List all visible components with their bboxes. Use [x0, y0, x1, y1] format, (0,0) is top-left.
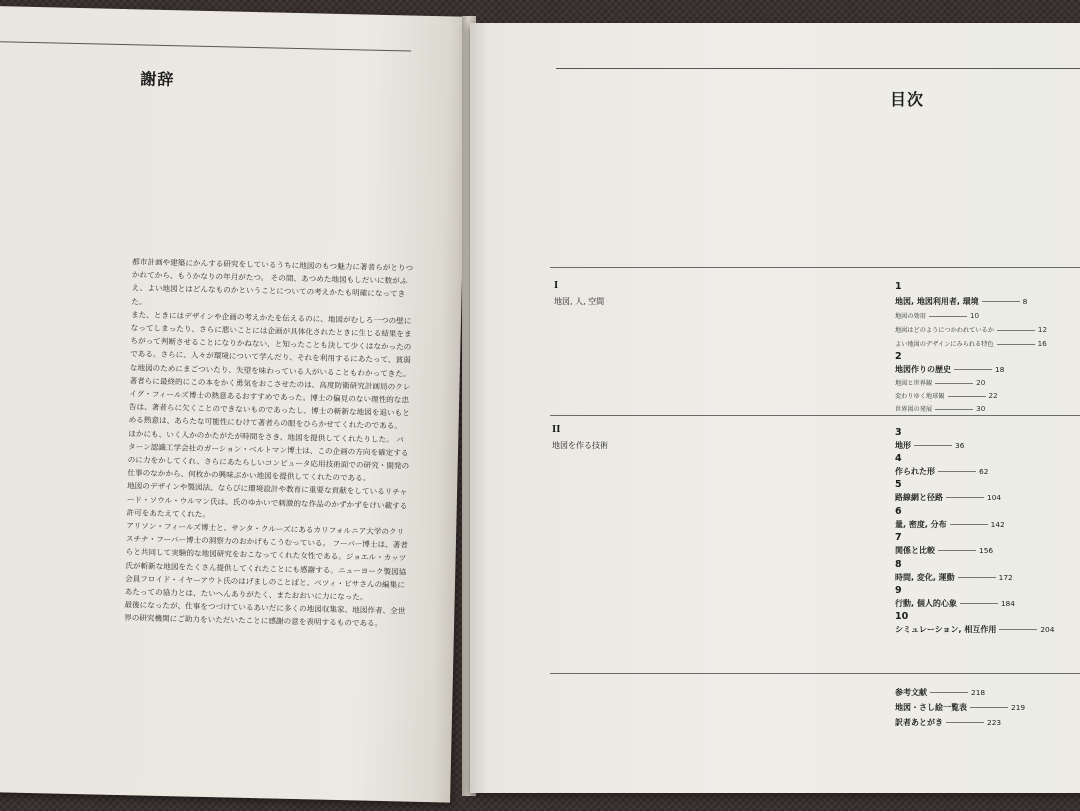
toc-chapter [895, 624, 1054, 635]
page-number: 36 [955, 441, 965, 450]
section-title: 世界図の発展 [895, 406, 933, 413]
back-matter-rule [550, 673, 1080, 674]
back-matter-title: 訳者あとがき [895, 718, 943, 727]
page-number: 18 [995, 365, 1005, 374]
part-numeral: I [554, 281, 559, 291]
chapter-title: 関係と比較 [895, 546, 935, 555]
chapter-title: 時間, 変化, 運動 [895, 573, 955, 582]
toc-section [895, 391, 998, 400]
page-number: 62 [979, 467, 989, 476]
page-number: 30 [976, 404, 986, 413]
toc-chapter [895, 598, 1015, 609]
toc-back-matter [895, 687, 985, 698]
toc-back-matter [895, 717, 1001, 728]
page-number: 104 [987, 493, 1002, 502]
toc-chapter [895, 492, 1001, 503]
chapter-number: 9 [895, 585, 902, 596]
part-title: 地図, 人, 空間 [554, 297, 605, 306]
toc-chapter [895, 296, 1027, 307]
back-matter-title: 参考文献 [895, 688, 927, 697]
header-rule [556, 68, 1080, 69]
contents-page [470, 23, 1080, 793]
page-number: 20 [976, 378, 986, 387]
page-number: 22 [988, 391, 998, 400]
contents-title: 目次 [890, 90, 925, 109]
page-number: 156 [979, 546, 994, 555]
paragraph: 地図のデザインや製図法、ならびに環境設計や教育に重要な貢献をしているリチャード・ソウル・ウルマン氏は、氏のゆかいで刺激的な作品のかずかずをけい載する許可をあたえてくれた。 [126, 481, 408, 519]
page-number: 8 [1022, 297, 1028, 306]
page-number: 219 [1011, 703, 1026, 712]
paragraph: また、ときにはデザインや企画の考えかたを伝えるのに、地図がむしろ一つの壁になってしまったり、さらに悪いことには企画が具体化されたときに生じる結果をまちがって判断させることになりかねない、と知ったことも決して少くはなかったのである。さらに、人々が環境について学んだり、それを利用するにあたって、貧弱な地図のためにまごついたり、失望を味わっている人がいることもわかってきた。 [129, 310, 412, 379]
toc-section [895, 325, 1047, 334]
section-title: よい地図のデザインにみられる特色 [895, 341, 994, 348]
page-number: 218 [971, 688, 986, 697]
chapter-number: 8 [895, 559, 902, 570]
section-title: 変わりゆく地球観 [895, 393, 945, 400]
page-number: 172 [998, 573, 1013, 582]
part-numeral: II [552, 425, 561, 435]
page-number: 12 [1037, 325, 1048, 334]
page-number: 204 [1040, 625, 1055, 634]
chapter-title: 量, 密度, 分布 [895, 520, 947, 529]
page-number: 16 [1037, 339, 1047, 348]
chapter-number: 6 [895, 506, 902, 517]
chapter-title: 地図作りの歴史 [895, 365, 951, 374]
toc-chapter [895, 519, 1005, 530]
toc-back-matter [895, 702, 1025, 713]
paragraph: 最後になったが、仕事をつづけているあいだに多くの地図収集家、地図作者、全世界の研究機関にご助力をいただいたことに感謝の意を表明するものである。 [124, 600, 406, 629]
chapter-number: 5 [895, 479, 902, 490]
toc-section [895, 404, 985, 413]
toc-chapter [895, 572, 1013, 583]
chapter-number: 3 [895, 427, 902, 438]
section-title: 地図の効用 [895, 313, 926, 320]
toc-chapter [895, 440, 964, 451]
acknowledgements-title: 謝辞 [140, 69, 175, 90]
acknowledgements-page [0, 6, 468, 803]
paragraph: アリソン・フィールズ博士と、サンタ・クルーズにあるカリフォルニア大学のクリスチナ・フーバー博士の洞察力のおかげもこうむっている。 フーバー博士は、著者らと共同して実験的な地図研究をおこなってくれた女性である。ジョエル・カッツ氏が斬新な地図をたくさん提供してくれたことにも感謝する。ニューヨーク製図協会員フロイド・イヤーアウト氏のはげましのことばと、ベツィ・ビサさんの編集にあたっての協力とは、たいへんありがたく、またおおいに力になった。 [124, 521, 408, 602]
page-number: 10 [969, 311, 980, 320]
toc-chapter [895, 466, 988, 477]
section-title: 地図はどのようにつかわれているか [895, 327, 994, 334]
chapter-title: シミュレーション, 相互作用 [895, 625, 997, 634]
toc-chapter [895, 364, 1004, 375]
chapter-title: 作られた形 [895, 467, 935, 476]
chapter-title: 地形 [895, 441, 911, 450]
back-matter-title: 地図・さし絵一覧表 [895, 703, 967, 712]
paragraph: 都市計画や建築にかんする研究をしているうちに地図のもつ魅力に著者らがとりつかれてから、もうかなりの年月がたつ。 その間、あつめた地図もしだいに数がふえ、よい地図とはどんなものかということについての考えかたも明確になってきた。 [131, 257, 414, 307]
toc-section [895, 339, 1047, 348]
page-number: 223 [987, 718, 1002, 727]
toc-section [895, 378, 985, 387]
chapter-number: 2 [895, 351, 902, 362]
toc-chapter [895, 545, 993, 556]
paragraph: 著者らに最終的にこの本をかく勇気をおこさせたのは、高度防衛研究計画局のクレイグ・フィールズ博士の熱意あるおすすめであった。博士の偏見のない理性的な忠告は、著者らに欠くことのできないものであったし、博士の斬新な地図を追いもとめる熱意は、あらたな可能性にむけて著者らの眼をひらかせてくれたのである。 [128, 376, 411, 431]
chapter-title: 地図, 地図利用者, 環境 [895, 297, 979, 306]
chapter-title: 路線網と径路 [895, 493, 943, 502]
part-rule [550, 267, 1080, 268]
chapter-number: 4 [895, 453, 902, 464]
toc-section [895, 311, 979, 320]
chapter-number: 10 [895, 611, 909, 622]
header-rule [0, 41, 411, 51]
part-rule [550, 415, 1080, 416]
paragraph: ほかにも、いく人かのかたがたが時間をさき、地図を提供してくれたりした。 パターン認識工学会社のガーション・ベルトマン博士は、この企画の方向を確定するのに力をかしてくれ、さらにあたらしいコンピュータ応用技術面での研究・開発の仕事のなかから、何枚かの興味ぶかい地図を提供してくれたのである。 [127, 428, 410, 483]
chapter-number: 1 [895, 281, 902, 292]
acknowledgements-text [124, 255, 414, 631]
section-title: 地図と世界観 [895, 380, 933, 387]
part-title: 地図を作る技術 [552, 441, 608, 450]
page-number: 142 [990, 520, 1005, 529]
page-number: 184 [1000, 599, 1015, 608]
chapter-number: 7 [895, 532, 902, 543]
chapter-title: 行動, 個人的心象 [895, 599, 957, 608]
